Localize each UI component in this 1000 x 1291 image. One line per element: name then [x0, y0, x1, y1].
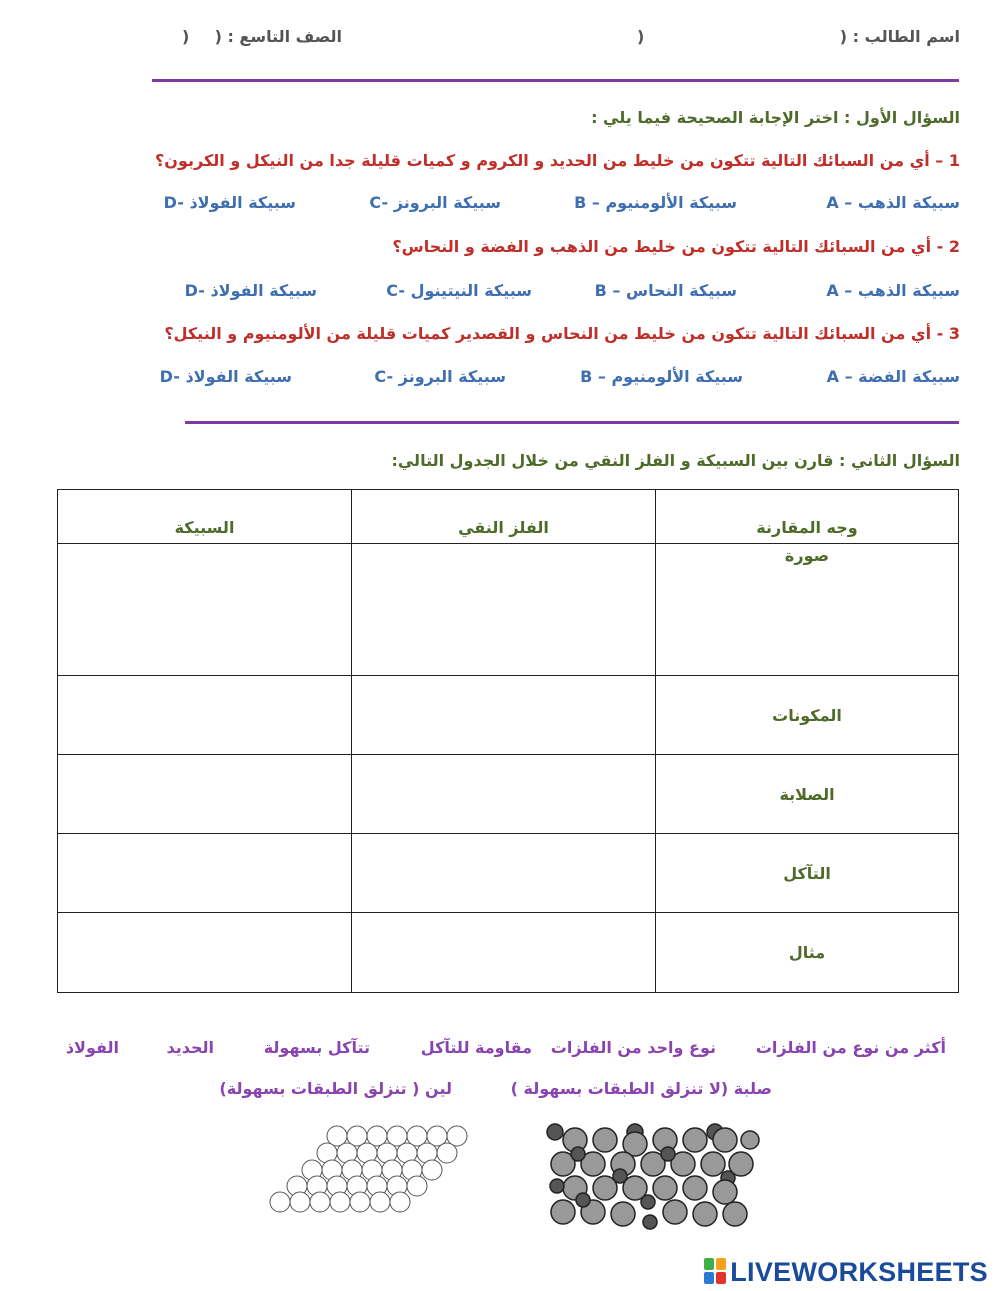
cell-hardness-pure-metal[interactable]	[352, 755, 656, 834]
cell-corrosion-pure-metal[interactable]	[352, 834, 656, 913]
row-label-components: المكونات	[656, 676, 959, 755]
question1-title: السؤال الأول : اختر الإجابة الصحيحة فيما يلي :	[591, 108, 960, 127]
q1-2-option-d[interactable]: D- سبيكة الفولاذ	[184, 281, 317, 300]
liveworksheets-logo-icon	[704, 1258, 726, 1291]
question1-item1: 1 – أي من السبائك التالية تتكون من خليط من الحديد و الكروم و كميات قليلة جدا من النيكل و الكربون؟	[155, 151, 960, 170]
word-bank-item[interactable]: الفولاذ	[65, 1038, 119, 1057]
row-label-hardness: الصلابة	[656, 755, 959, 834]
question1-item3: 3 - أي من السبائك التالية تتكون من خليط من النحاس و القصدير كميات قليلة من الألومنيوم و النيكل؟	[164, 324, 960, 343]
q1-2-option-a[interactable]: A – سبيكة الذهب	[826, 281, 960, 300]
word-bank-item[interactable]: لين ( تنزلق الطبقات بسهولة)	[219, 1079, 452, 1098]
q1-1-option-c[interactable]: C- سبيكة البرونز	[369, 193, 501, 212]
row-label-example: مثال	[656, 913, 959, 993]
cell-example-pure-metal[interactable]	[352, 913, 656, 993]
liveworksheets-logo	[704, 1257, 988, 1291]
grade-close: )	[182, 27, 190, 46]
word-bank-item[interactable]: نوع واحد من الفلزات	[550, 1038, 716, 1057]
cell-example-alloy[interactable]	[58, 913, 352, 993]
word-bank-item[interactable]: أكثر من نوع من الفلزات	[755, 1038, 946, 1057]
q1-3-option-a[interactable]: A – سبيكة الفضة	[826, 367, 960, 386]
cell-image-alloy[interactable]	[58, 544, 352, 676]
q1-1-option-b[interactable]: B – سبيكة الألومنيوم	[574, 193, 737, 212]
header-divider	[152, 79, 959, 82]
student-name-close: )	[637, 27, 645, 46]
student-name-label: اسم الطالب : (	[839, 27, 960, 46]
q1-1-option-d[interactable]: D- سبيكة الفولاذ	[163, 193, 296, 212]
q1-2-option-c[interactable]: C- سبيكة النيتينول	[386, 281, 532, 300]
word-bank-item[interactable]: صلبة (لا تنزلق الطبقات بسهولة )	[510, 1079, 772, 1098]
cell-hardness-alloy[interactable]	[58, 755, 352, 834]
row-label-image: صورة	[656, 544, 959, 676]
alloy-structure-diagram[interactable]	[545, 1122, 760, 1230]
row-label-corrosion: التآكل	[656, 834, 959, 913]
question-divider	[185, 421, 959, 424]
q1-3-option-c[interactable]: C- سبيكة البرونز	[374, 367, 506, 386]
question1-item2: 2 - أي من السبائك التالية تتكون من خليط من الذهب و الفضة و النحاس؟	[392, 237, 960, 256]
word-bank-item[interactable]: تتآكل بسهولة	[263, 1038, 370, 1057]
header-alloy: السبيكة	[58, 490, 352, 544]
header-comparison-aspect: وجه المقارنة	[656, 490, 959, 544]
q1-1-option-a[interactable]: A – سبيكة الذهب	[826, 193, 960, 212]
cell-components-pure-metal[interactable]	[352, 676, 656, 755]
q1-3-option-d[interactable]: D- سبيكة الفولاذ	[159, 367, 292, 386]
comparison-table	[57, 489, 959, 993]
cell-corrosion-alloy[interactable]	[58, 834, 352, 913]
header-pure-metal: الفلز النقي	[352, 490, 656, 544]
q1-2-option-b[interactable]: B – سبيكة النحاس	[594, 281, 737, 300]
liveworksheets-logo-text: LIVEWORKSHEETS	[730, 1257, 988, 1287]
question2-title: السؤال الثاني : قارن بين السبيكة و الفلز النقي من خلال الجدول التالي:	[391, 451, 960, 470]
cell-components-alloy[interactable]	[58, 676, 352, 755]
grade-label: الصف التاسع : (	[214, 27, 342, 46]
q1-3-option-b[interactable]: B – سبيكة الألومنيوم	[580, 367, 743, 386]
pure-metal-structure-diagram[interactable]	[262, 1122, 482, 1216]
word-bank-item[interactable]: مقاومة للتآكل	[420, 1038, 532, 1057]
cell-image-pure-metal[interactable]	[352, 544, 656, 676]
word-bank-item[interactable]: الحديد	[166, 1038, 214, 1057]
